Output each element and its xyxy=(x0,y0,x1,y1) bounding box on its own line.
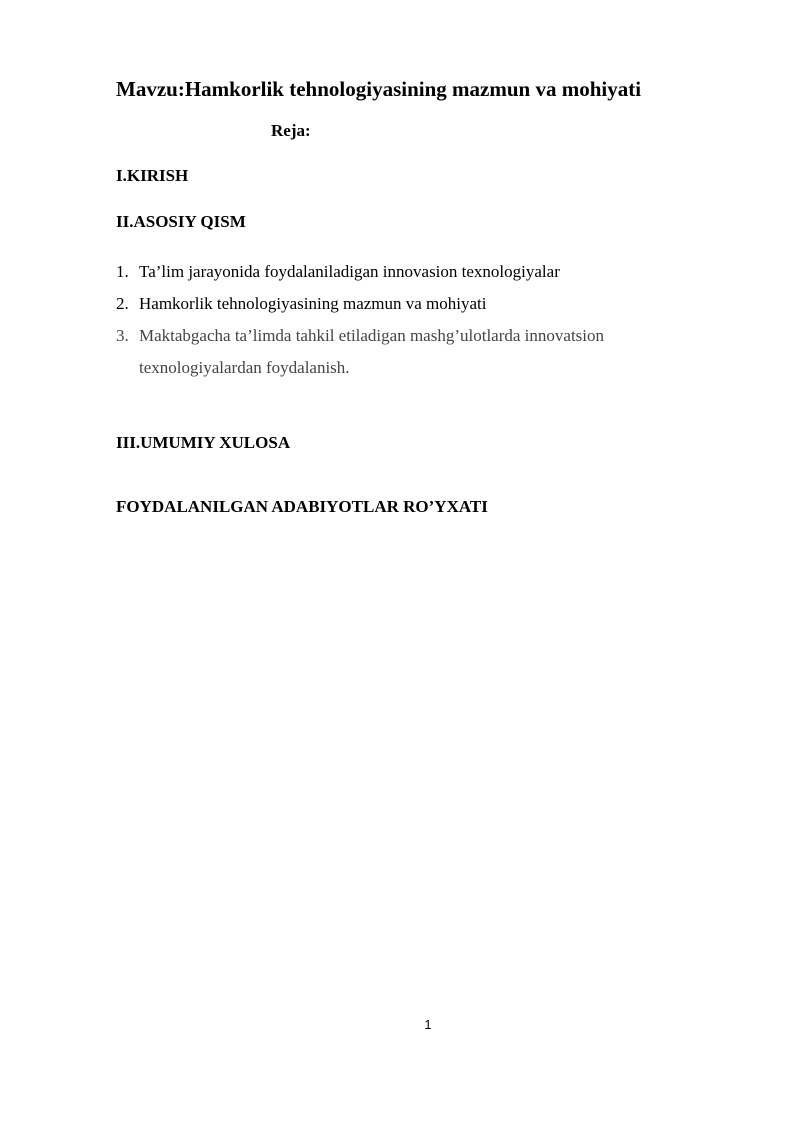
list-item xyxy=(116,256,716,288)
page-number: 1 xyxy=(424,1017,432,1032)
section-introduction: I.KIRISH xyxy=(116,166,189,185)
main-part-list xyxy=(116,256,716,384)
list-item-number: 3. xyxy=(116,326,129,345)
list-item xyxy=(116,288,716,320)
list-item-text: Hamkorlik tehnologiyasining mazmun va mohiyati xyxy=(139,294,487,313)
section-references: FOYDALANILGAN ADABIYOTLAR RO’YXATI xyxy=(116,497,488,516)
list-item xyxy=(116,320,716,384)
plan-heading: Reja: xyxy=(271,121,311,140)
section-conclusion: III.UMUMIY XULOSA xyxy=(116,433,291,452)
list-item-number: 2. xyxy=(116,294,129,313)
list-item-text: Maktabgacha ta’limda tahkil etiladigan mashg’ulotlarda innovatsion texnologiyalardan foydalanish. xyxy=(139,326,605,377)
list-item-text: Ta’lim jarayonida foydalaniladigan innovasion texnologiyalar xyxy=(139,262,560,281)
section-main-part: II.ASOSIY QISM xyxy=(116,212,246,231)
list-item-number: 1. xyxy=(116,262,129,281)
document-title: Mavzu:Hamkorlik tehnologiyasining mazmun va mohiyati xyxy=(116,77,642,101)
